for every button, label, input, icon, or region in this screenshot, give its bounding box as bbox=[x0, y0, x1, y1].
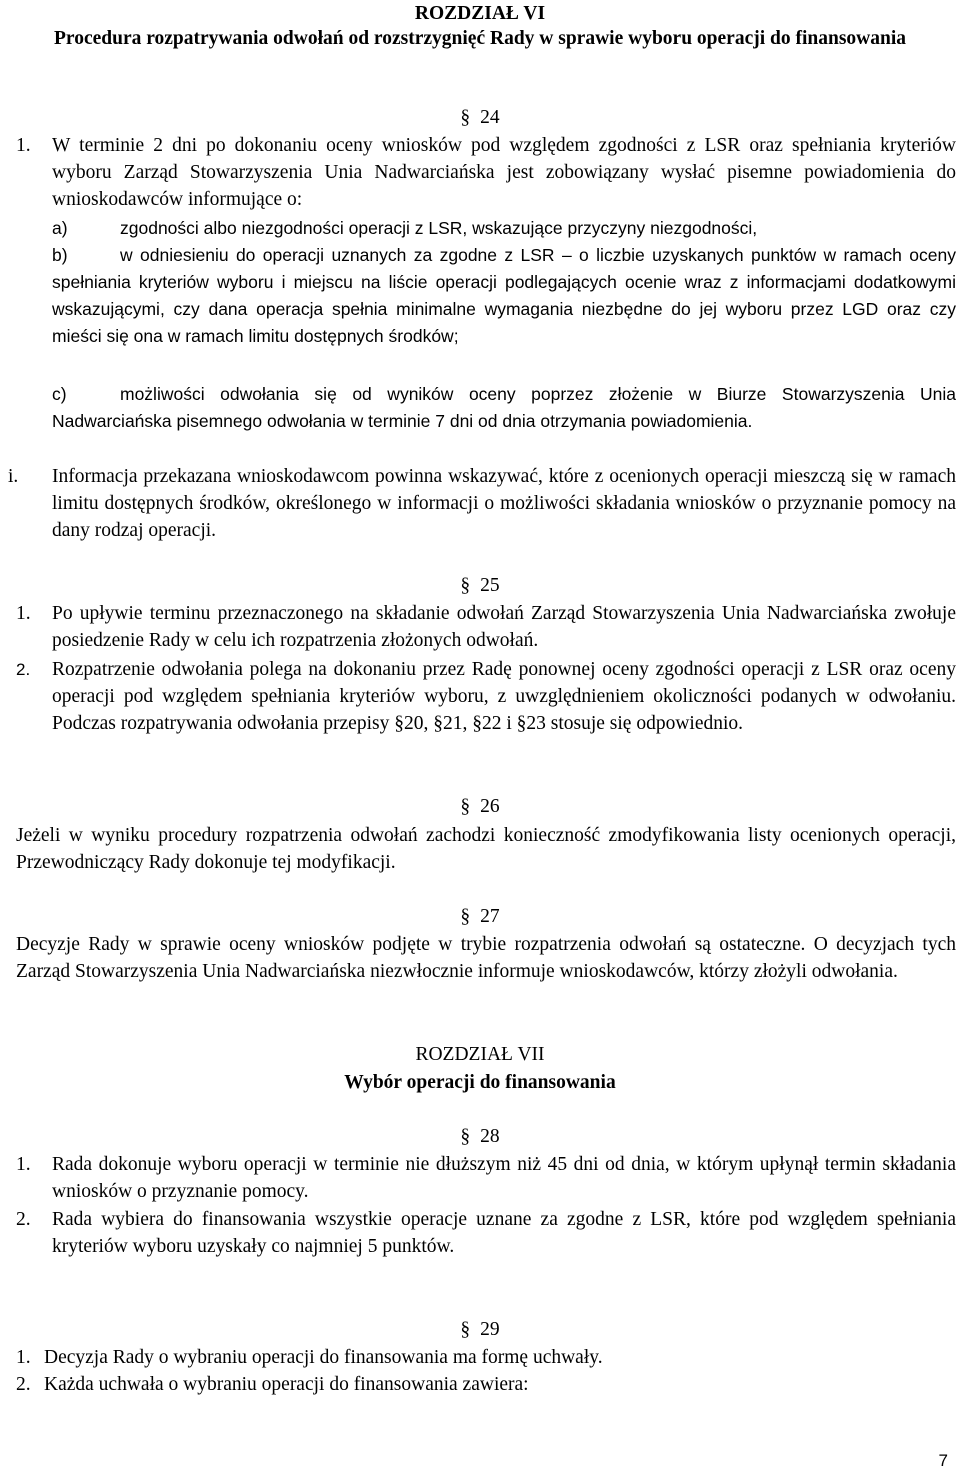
section-number: 24 bbox=[480, 107, 500, 128]
section-25-item-2 bbox=[16, 656, 956, 737]
item-number: 1. bbox=[16, 135, 31, 156]
section-27-heading bbox=[0, 903, 960, 930]
item-text: w odniesieniu do operacji uznanych za zgodne z LSR – o liczbie uzyskanych punktów w ramach oceny spełniania kryteriów wyboru i miejscu na liście operacji podlegających ocenie wraz z informacjami dodatkowymi wskazującymi, czy dana operacja spełnia minimalne wymagania niezbędne do jej wyboru przez LGD oraz czy mieści się ona w ramach limitu dostępnych środków; bbox=[52, 245, 956, 346]
item-number: 1. bbox=[16, 1347, 31, 1368]
chapter-6-subtitle: Procedura rozpatrywania odwołań od rozstrzygnięć Rady w sprawie wyboru operacji do finansowania bbox=[53, 28, 907, 49]
section-28-item-2 bbox=[16, 1206, 956, 1260]
section-25-heading bbox=[0, 572, 960, 599]
item-label: b) bbox=[52, 245, 68, 265]
item-text: Po upływie terminu przeznaczonego na składanie odwołań Zarząd Stowarzyszenia Unia Nadwarciańska zwołuje posiedzenie Rady w celu ich rozpatrzenia złożonych odwołań. bbox=[52, 603, 956, 651]
section-24-item-1 bbox=[16, 132, 956, 213]
item-text: Rada dokonuje wyboru operacji w terminie nie dłuższym niż 45 dni od dnia, w którym upłynął termin składania wniosków o przyznanie pomocy. bbox=[52, 1154, 956, 1202]
section-24-item-c bbox=[52, 381, 956, 435]
section-29-item-2 bbox=[16, 1371, 956, 1398]
section-symbol: § bbox=[460, 906, 471, 927]
section-symbol: § bbox=[460, 575, 471, 596]
section-29-item-1 bbox=[16, 1344, 956, 1371]
item-number: 1. bbox=[16, 603, 31, 624]
item-text: Każda uchwała o wybraniu operacji do finansowania zawiera: bbox=[44, 1374, 529, 1395]
section-number: 29 bbox=[480, 1319, 500, 1340]
item-text: możliwości odwołania się od wyników oceny poprzez złożenie w Biurze Stowarzyszenia Unia Nadwarciańska pisemnego odwołania w terminie 7 dni od dnia otrzymania powiadomienia. bbox=[52, 384, 956, 431]
section-number: 25 bbox=[480, 575, 500, 596]
item-number: 2. bbox=[16, 1209, 31, 1230]
section-symbol: § bbox=[460, 1319, 471, 1340]
section-symbol: § bbox=[460, 1126, 471, 1147]
page-number: 7 bbox=[938, 1451, 948, 1470]
section-24-item-i bbox=[8, 463, 956, 544]
item-number: 2. bbox=[16, 660, 31, 679]
section-29-heading bbox=[0, 1316, 960, 1343]
item-label: c) bbox=[52, 384, 67, 404]
section-26-heading bbox=[0, 793, 960, 820]
section-28-heading bbox=[0, 1123, 960, 1150]
chapter-6-title: ROZDZIAŁ VI bbox=[414, 3, 546, 24]
chapter-7-subtitle: Wybór operacji do finansowania bbox=[344, 1072, 616, 1093]
item-text: zgodności albo niezgodności operacji z LSR, wskazujące przyczyny niezgodności, bbox=[120, 218, 758, 238]
section-28-item-1 bbox=[16, 1151, 956, 1205]
item-number: i. bbox=[8, 466, 19, 487]
section-24-item-a bbox=[52, 215, 956, 242]
item-number: 2. bbox=[16, 1374, 31, 1395]
section-24-heading bbox=[0, 104, 960, 131]
section-25-item-1 bbox=[16, 600, 956, 654]
section-26-text: Jeżeli w wyniku procedury rozpatrzenia odwołań zachodzi konieczność zmodyfikowania listy ocenionych operacji, Przewodniczący Rady dokonuje tej modyfikacji. bbox=[16, 825, 956, 873]
section-27-text: Decyzje Rady w sprawie oceny wniosków podjęte w trybie rozpatrzenia odwołań są ostateczne. O decyzjach tych Zarząd Stowarzyszenia Unia Nadwarciańska niezwłocznie informuje wnioskodawców, którzy złożyli odwołania. bbox=[16, 934, 956, 982]
section-number: 28 bbox=[480, 1126, 500, 1147]
section-symbol: § bbox=[460, 796, 471, 817]
item-text: Decyzja Rady o wybraniu operacji do finansowania ma formę uchwały. bbox=[44, 1347, 603, 1368]
section-24-item-b bbox=[52, 242, 956, 350]
section-number: 26 bbox=[480, 796, 500, 817]
item-text: Informacja przekazana wnioskodawcom powinna wskazywać, które z ocenionych operacji mieszczą się w ramach limitu dostępnych środków, określonego w informacji o możliwości składania wniosków o przyznanie pomocy na dany rodzaj operacji. bbox=[52, 466, 956, 541]
chapter-7-title: ROZDZIAŁ VII bbox=[415, 1044, 545, 1065]
item-text: Rozpatrzenie odwołania polega na dokonaniu przez Radę ponownej oceny zgodności operacji z LSR oraz oceny operacji pod względem spełniania kryteriów wyboru, z uwzględnieniem okoliczności podanych w odwołaniu. Podczas rozpatrywania odwołania przepisy §20, §21, §22 i §23 stosuje się odpowiednio. bbox=[52, 659, 956, 734]
section-symbol: § bbox=[460, 107, 471, 128]
item-number: 1. bbox=[16, 1154, 31, 1175]
section-number: 27 bbox=[480, 906, 500, 927]
item-text: W terminie 2 dni po dokonaniu oceny wniosków pod względem zgodności z LSR oraz spełniania kryteriów wyboru Zarząd Stowarzyszenia Unia Nadwarciańska jest zobowiązany wysłać pisemne powiadomienia do wnioskodawców informujące o: bbox=[52, 135, 956, 210]
item-text: Rada wybiera do finansowania wszystkie operacje uznane za zgodne z LSR, które pod względem spełniania kryteriów wyboru uzyskały co najmniej 5 punktów. bbox=[52, 1209, 956, 1257]
item-label: a) bbox=[52, 218, 68, 238]
